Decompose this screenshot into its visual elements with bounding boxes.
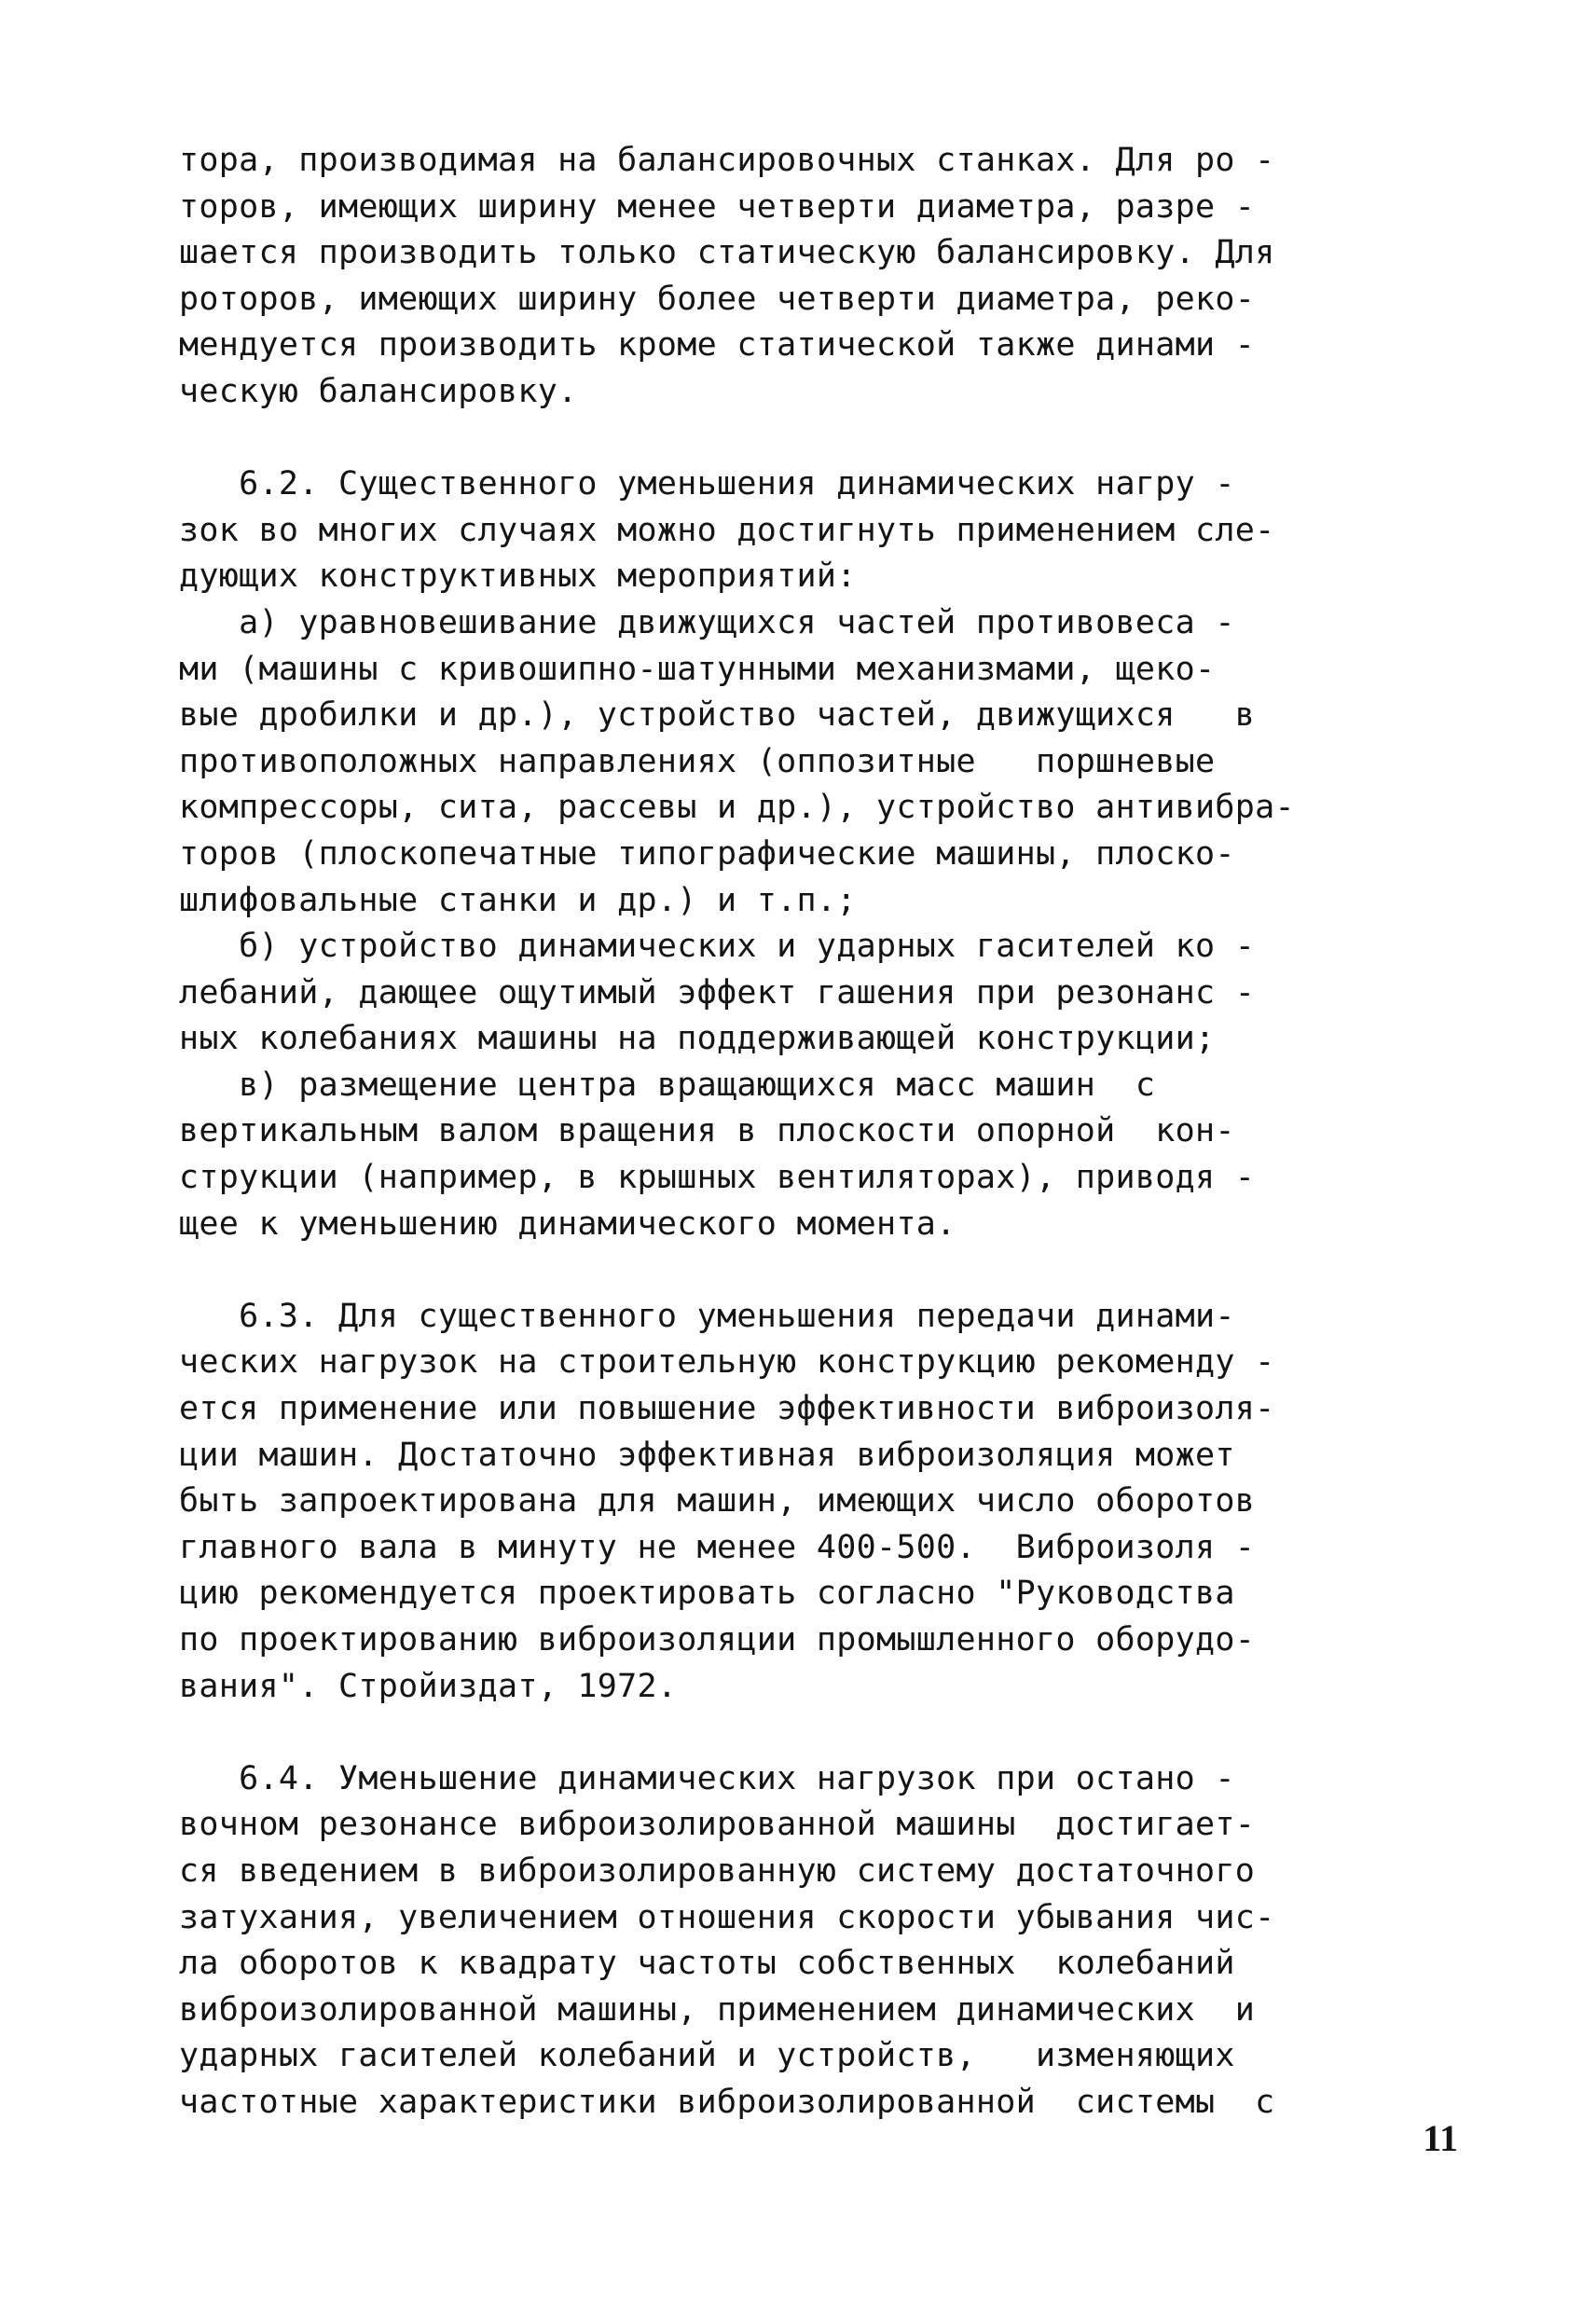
text-line: быть запроектирована для машин, имеющих число оборотов — [179, 1482, 1256, 1521]
text-line: ла оборотов к квадрату частоты собственных колебаний — [179, 1945, 1235, 1983]
text-line: лебаний, дающее ощутимый эффект гашения при резонанс - — [179, 973, 1256, 1012]
text-line: вочном резонансе виброизолированной машины достигает- — [179, 1806, 1256, 1844]
text-line: цию рекомендуется проектировать согласно "Руководства — [179, 1575, 1235, 1613]
paragraph-gap — [179, 1710, 1465, 1756]
text-line: зок во многих случаях можно достигнуть применением сле- — [179, 511, 1275, 549]
text-line: 6.2. Существенного уменьшения динамических нагру - — [179, 465, 1235, 503]
page-number: 11 — [1423, 2117, 1458, 2159]
text-line: вые дробилки и др.), устройство частей, движущихся в — [179, 696, 1256, 735]
text-line: щее к уменьшению динамического момента. — [179, 1204, 956, 1243]
text-line: шается производить только статическую балансировку. Для — [179, 234, 1275, 272]
text-line: роторов, имеющих ширину более четверти диаметра, реко- — [179, 280, 1256, 318]
text-line: противоположных направлениях (оппозитные поршневые — [179, 742, 1216, 780]
body-text — [179, 138, 1465, 2126]
text-line: главного вала в минуту не менее 400-500. Виброизоля - — [179, 1528, 1256, 1566]
text-line: в) размещение центра вращающихся масс машин с — [179, 1066, 1156, 1104]
text-line: ных колебаниях машины на поддерживающей конструкции; — [179, 1020, 1216, 1058]
text-line: тора, производимая на балансировочных станках. Для ро - — [179, 142, 1275, 179]
text-line: виброизолированной машины, применением динамических и — [179, 1990, 1256, 2029]
paragraph-gap — [179, 1247, 1465, 1294]
text-line: ударных гасителей колебаний и устройств, изменяющих — [179, 2037, 1235, 2075]
text-line: ческих нагрузок на строительную конструкцию рекоменду - — [179, 1343, 1275, 1382]
text-line: 6.4. Уменьшение динамических нагрузок при остано - — [179, 1759, 1235, 1797]
text-line: мендуется производить кроме статической также динами - — [179, 326, 1256, 365]
text-line: ции машин. Достаточно эффективная виброизоляция может — [179, 1436, 1235, 1474]
text-line: компрессоры, сита, рассевы и др.), устройство антивибра- — [179, 789, 1295, 827]
text-line: а) уравновешивание движущихся частей противовеса - — [179, 603, 1235, 641]
text-line: б) устройство динамических и ударных гасителей ко - — [179, 928, 1256, 966]
paragraph-gap — [179, 416, 1465, 462]
text-line: вертикальным валом вращения в плоскости опорной кон- — [179, 1112, 1235, 1150]
text-line: частотные характеристики виброизолированной системы с — [179, 2083, 1275, 2121]
text-line: вания". Стройиздат, 1972. — [179, 1667, 678, 1705]
text-line: по проектированию виброизоляции промышленного оборудо- — [179, 1621, 1256, 1658]
text-line: 6.3. Для существенного уменьшения передачи динами- — [179, 1297, 1235, 1335]
text-line: струкции (например, в крышных вентиляторах), приводя - — [179, 1159, 1256, 1197]
text-line: дующих конструктивных мероприятий: — [179, 557, 857, 596]
text-line: торов, имеющих ширину менее четверти диаметра, разре - — [179, 187, 1256, 226]
text-line: ется применение или повышение эффективности виброизоля- — [179, 1390, 1275, 1428]
text-line: ми (машины с кривошипно-шатунными механизмами, щеко- — [179, 650, 1216, 688]
text-line: затухания, увеличением отношения скорости убывания чис- — [179, 1898, 1275, 1936]
text-line: ся введением в виброизолированную систему достаточного — [179, 1851, 1256, 1890]
text-line: торов (плоскопечатные типографические машины, плоско- — [179, 834, 1235, 873]
text-line: ческую балансировку. — [179, 372, 578, 410]
text-line: шлифовальные станки и др.) и т.п.; — [179, 881, 857, 919]
